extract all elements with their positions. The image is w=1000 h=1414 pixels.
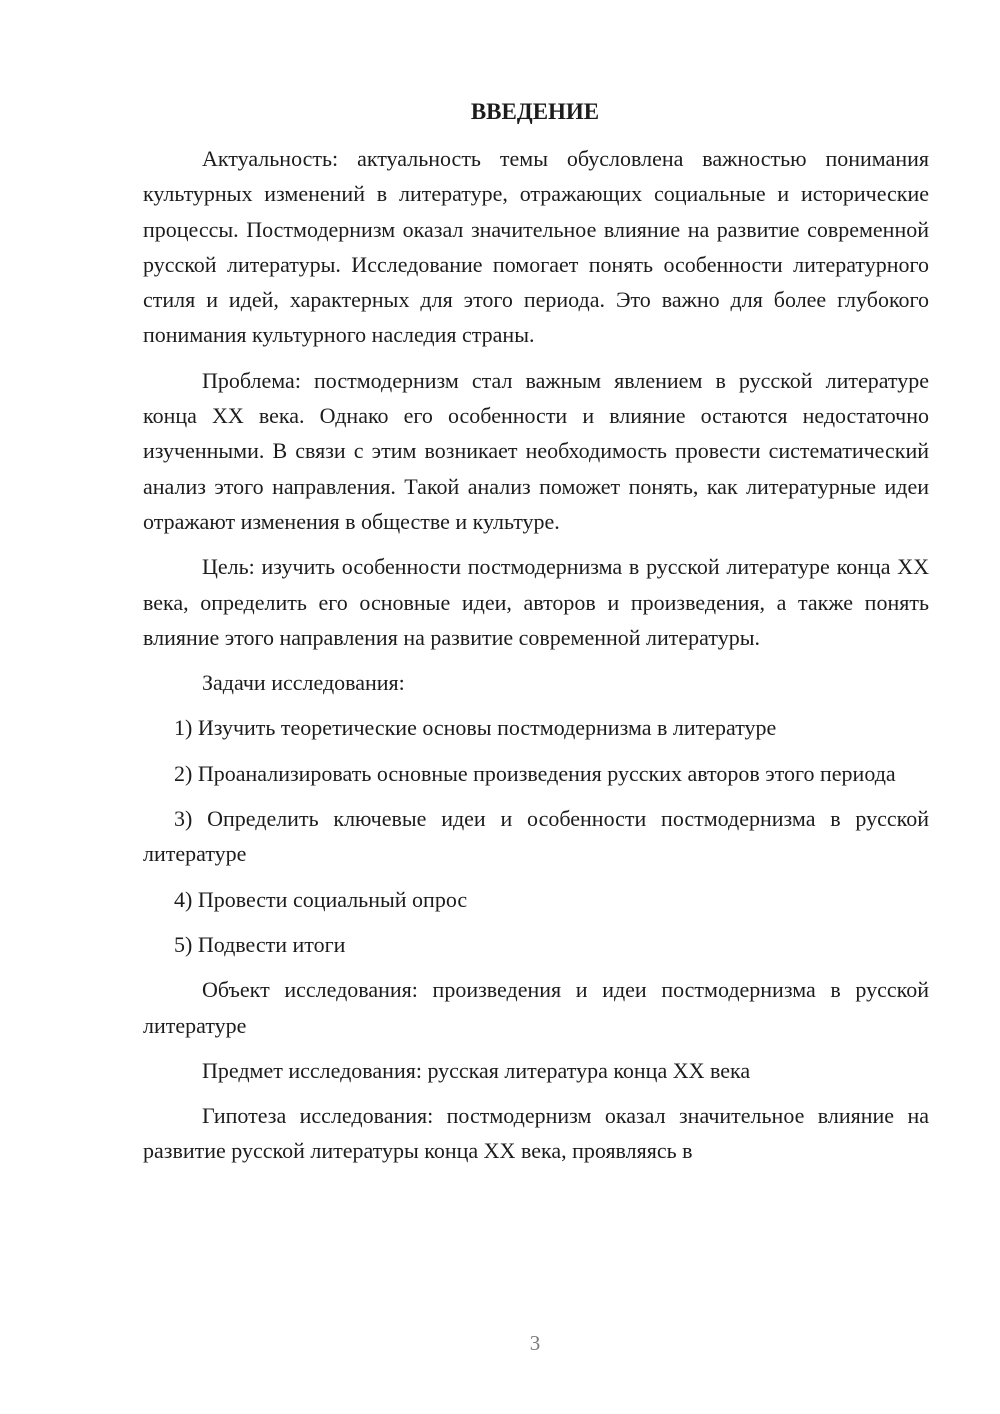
paragraph-goal: Цель: изучить особенности постмодернизма в русской литературе конца XX века, определить его основные идеи, авторов и произведения, а также понять влияние этого направления на развитие современной литературы.: [143, 554, 929, 650]
list-item: 5) Подвести итоги: [174, 931, 346, 957]
list-item: 2) Проанализировать основные произведения русских авторов этого периода: [174, 760, 896, 786]
paragraph-subject: Предмет исследования: русская литература конца XX века: [202, 1057, 751, 1083]
paragraph-relevance: Актуальность: актуальность темы обусловлена важностью понимания культурных изменений в литературе, отражающих социальные и исторические процессы. Постмодернизм оказал значительное влияние на развитие современной русской литературы. Исследование помогает понять особенности литературного стиля и идей, характерных для этого периода. Это важно для более глубокого понимания культурного наследия страны.: [143, 146, 929, 348]
list-item: 4) Провести социальный опрос: [174, 886, 468, 912]
page-number: 3: [529, 1331, 541, 1355]
paragraph-object: Объект исследования: произведения и идеи постмодернизма в русской литературе: [143, 977, 929, 1038]
page-title: ВВЕДЕНИЕ: [470, 99, 600, 124]
paragraph-problem: Проблема: постмодернизм стал важным явлением в русской литературе конца XX века. Однако его особенности и влияние остаются недостаточно изученными. В связи с этим возникает необходимость провести систематический анализ этого направления. Такой анализ поможет понять, как литературные идеи отражают изменения в обществе и культуре.: [143, 367, 929, 534]
list-item: 1) Изучить теоретические основы постмодернизма в литературе: [174, 715, 777, 741]
paragraph-hypothesis: Гипотеза исследования: постмодернизм оказал значительное влияние на развитие русской литературы конца XX века, проявляясь в: [143, 1103, 929, 1164]
paragraph-tasks-heading: Задачи исследования:: [202, 670, 405, 696]
document-body: [143, 141, 929, 1179]
list-item: 3) Определить ключевые идеи и особенности постмодернизма в русской литературе: [143, 806, 929, 867]
